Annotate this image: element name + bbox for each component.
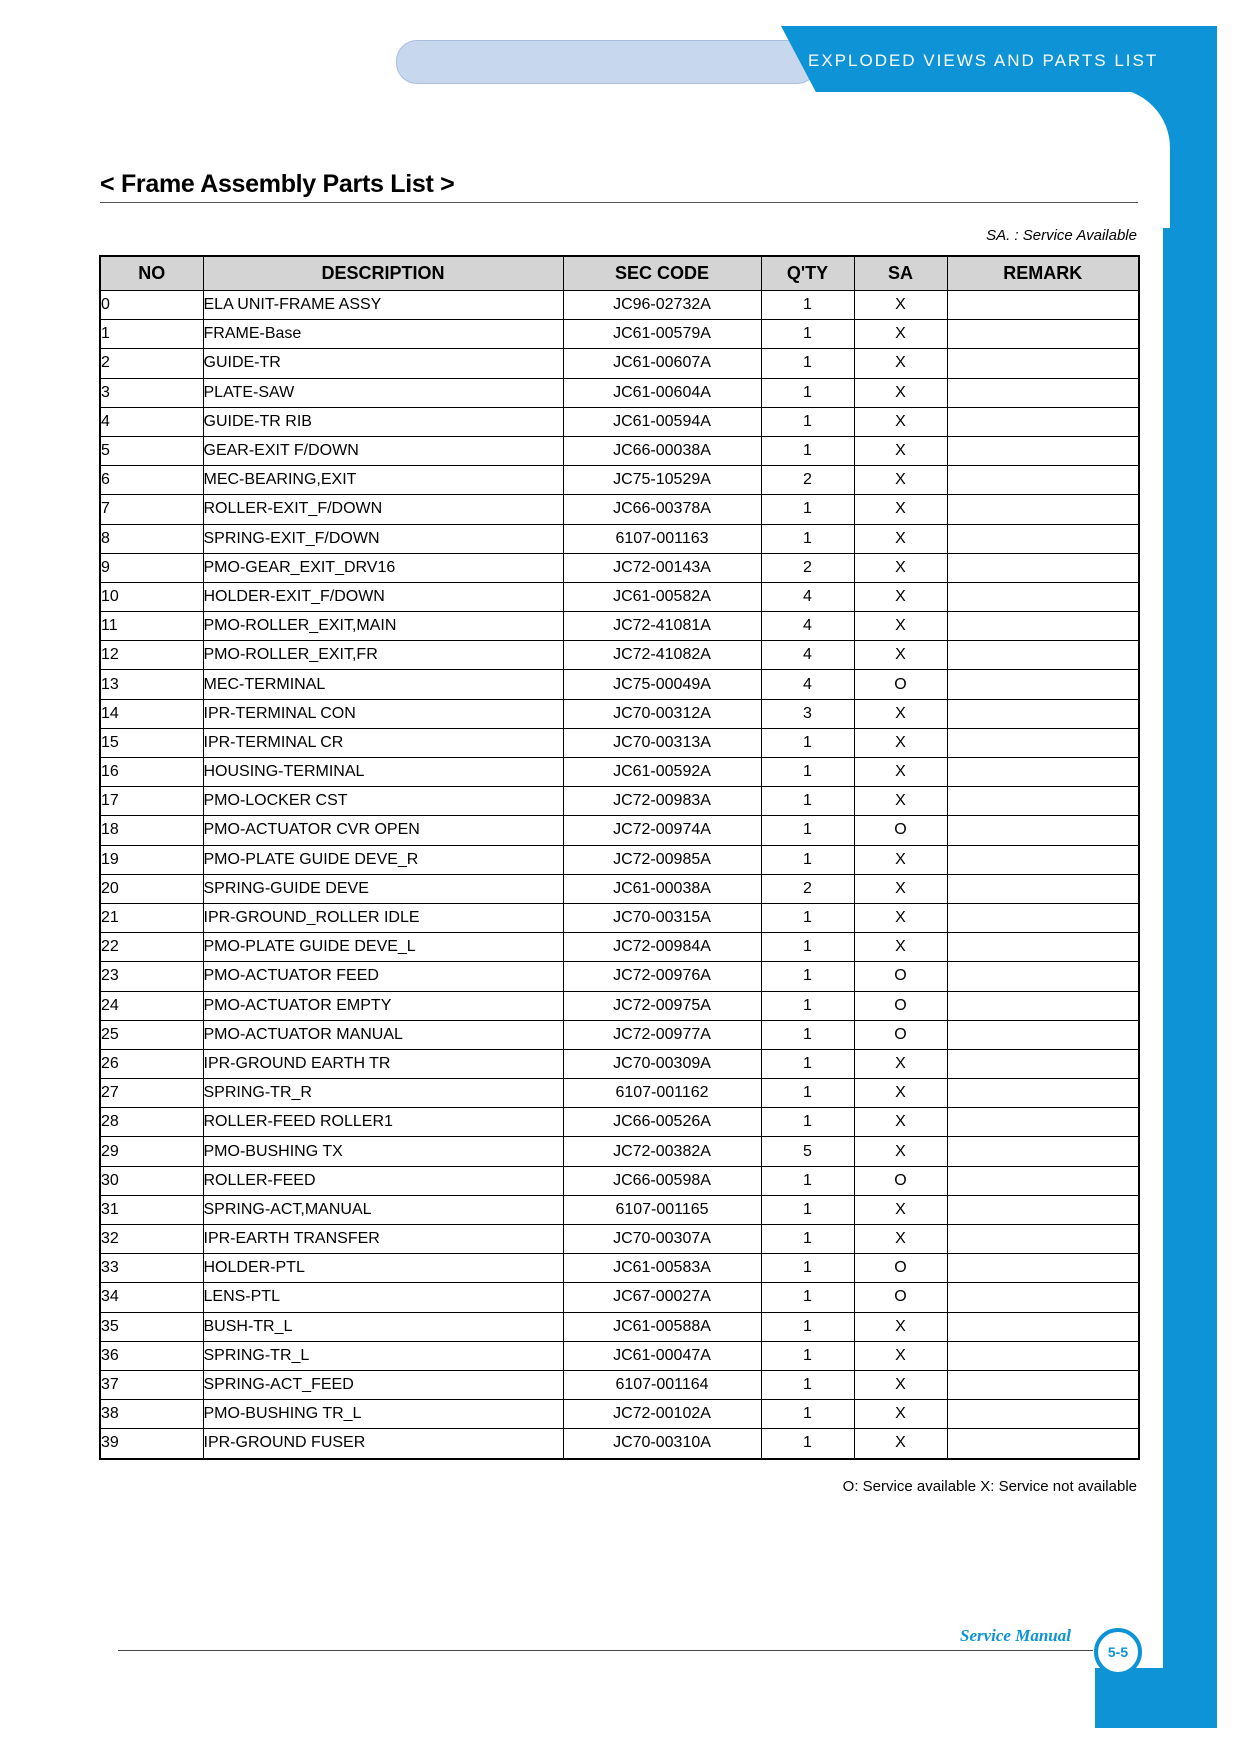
cell-sec-code: JC72-41081A [563,612,761,641]
cell-remark [947,553,1139,582]
cell-qty: 1 [761,349,854,378]
cell-sec-code: JC61-00594A [563,407,761,436]
cell-qty: 1 [761,816,854,845]
cell-qty: 1 [761,1370,854,1399]
parts-table-body [100,291,1139,1459]
cell-sec-code: JC72-00143A [563,553,761,582]
cell-description: PMO-GEAR_EXIT_DRV16 [203,553,563,582]
cell-qty: 2 [761,874,854,903]
cell-remark [947,1108,1139,1137]
cell-description: MEC-TERMINAL [203,670,563,699]
footer-divider [118,1650,1093,1651]
cell-remark [947,699,1139,728]
cell-remark [947,641,1139,670]
cell-sa: X [854,728,947,757]
cell-no: 9 [100,553,203,582]
cell-sec-code: JC67-00027A [563,1283,761,1312]
cell-description: PLATE-SAW [203,378,563,407]
cell-sa: X [854,291,947,320]
cell-remark [947,758,1139,787]
col-header-sec-code: SEC CODE [563,256,761,291]
cell-remark [947,845,1139,874]
table-row [100,612,1139,641]
cell-remark [947,1341,1139,1370]
cell-remark [947,436,1139,465]
page-title: < Frame Assembly Parts List > [100,170,455,198]
cell-description: PMO-BUSHING TX [203,1137,563,1166]
table-row [100,495,1139,524]
cell-qty: 1 [761,1429,854,1459]
cell-no: 21 [100,903,203,932]
cell-sec-code: JC61-00588A [563,1312,761,1341]
cell-remark [947,1166,1139,1195]
cell-description: PMO-BUSHING TR_L [203,1400,563,1429]
table-row [100,1400,1139,1429]
cell-description: FRAME-Base [203,320,563,349]
cell-description: PMO-PLATE GUIDE DEVE_L [203,933,563,962]
cell-sa: X [854,582,947,611]
cell-sa: X [854,758,947,787]
cell-sec-code: JC61-00592A [563,758,761,787]
cell-qty: 1 [761,436,854,465]
cell-qty: 1 [761,1195,854,1224]
cell-sa: X [854,1429,947,1459]
table-row [100,874,1139,903]
cell-remark [947,1020,1139,1049]
table-row [100,758,1139,787]
cell-sec-code: JC61-00604A [563,378,761,407]
table-row [100,1429,1139,1459]
cell-sa: X [854,1137,947,1166]
cell-no: 38 [100,1400,203,1429]
cell-sec-code: JC66-00598A [563,1166,761,1195]
cell-description: PMO-ACTUATOR CVR OPEN [203,816,563,845]
cell-no: 7 [100,495,203,524]
table-row [100,962,1139,991]
cell-sec-code: JC66-00526A [563,1108,761,1137]
cell-sa: X [854,495,947,524]
cell-description: ELA UNIT-FRAME ASSY [203,291,563,320]
cell-qty: 1 [761,962,854,991]
section-title: EXPLODED VIEWS AND PARTS LIST [808,51,1159,70]
cell-remark [947,1400,1139,1429]
cell-sec-code: JC72-00976A [563,962,761,991]
table-row [100,320,1139,349]
cell-sec-code: JC66-00038A [563,436,761,465]
cell-sec-code: JC66-00378A [563,495,761,524]
cell-description: HOUSING-TERMINAL [203,758,563,787]
table-row [100,553,1139,582]
table-row [100,641,1139,670]
cell-qty: 1 [761,1283,854,1312]
cell-sa: X [854,1400,947,1429]
cell-sa: X [854,1341,947,1370]
cell-no: 12 [100,641,203,670]
cell-sec-code: JC72-00977A [563,1020,761,1049]
cell-sa: O [854,670,947,699]
cell-sa: X [854,1312,947,1341]
cell-description: GUIDE-TR RIB [203,407,563,436]
cell-description: IPR-TERMINAL CR [203,728,563,757]
page-number-badge: 5-5 [1094,1628,1142,1676]
table-header-row [100,256,1139,291]
cell-no: 14 [100,699,203,728]
table-row [100,1195,1139,1224]
cell-sa: X [854,1225,947,1254]
table-row [100,466,1139,495]
cell-qty: 1 [761,787,854,816]
cell-sec-code: JC75-00049A [563,670,761,699]
cell-description: IPR-GROUND FUSER [203,1429,563,1459]
cell-qty: 1 [761,1108,854,1137]
cell-no: 4 [100,407,203,436]
table-row [100,436,1139,465]
header-pill [396,40,818,84]
cell-description: IPR-TERMINAL CON [203,699,563,728]
cell-sa: X [854,553,947,582]
cell-qty: 1 [761,903,854,932]
cell-remark [947,524,1139,553]
cell-description: GEAR-EXIT F/DOWN [203,436,563,465]
table-row [100,524,1139,553]
cell-qty: 1 [761,378,854,407]
parts-table [99,255,1140,1460]
side-band-corner [1030,88,1170,228]
cell-qty: 1 [761,407,854,436]
cell-description: PMO-ACTUATOR FEED [203,962,563,991]
cell-remark [947,378,1139,407]
table-row [100,378,1139,407]
cell-qty: 1 [761,1049,854,1078]
footer-label: Service Manual [960,1626,1071,1645]
table-row [100,787,1139,816]
cell-no: 33 [100,1254,203,1283]
table-row [100,1108,1139,1137]
table-row [100,1225,1139,1254]
cell-qty: 1 [761,1020,854,1049]
cell-sa: O [854,1166,947,1195]
table-row [100,1166,1139,1195]
cell-description: PMO-LOCKER CST [203,787,563,816]
cell-no: 13 [100,670,203,699]
cell-description: PMO-ACTUATOR EMPTY [203,991,563,1020]
cell-sa: X [854,407,947,436]
table-row [100,1137,1139,1166]
cell-remark [947,670,1139,699]
cell-sa: X [854,378,947,407]
cell-description: SPRING-GUIDE DEVE [203,874,563,903]
cell-description: IPR-EARTH TRANSFER [203,1225,563,1254]
cell-qty: 4 [761,582,854,611]
table-row [100,699,1139,728]
cell-sa: X [854,612,947,641]
cell-sec-code: JC72-00974A [563,816,761,845]
cell-sec-code: 6107-001163 [563,524,761,553]
table-row [100,582,1139,611]
table-row [100,728,1139,757]
cell-no: 16 [100,758,203,787]
cell-no: 23 [100,962,203,991]
cell-sec-code: 6107-001165 [563,1195,761,1224]
cell-no: 17 [100,787,203,816]
cell-qty: 1 [761,495,854,524]
cell-no: 34 [100,1283,203,1312]
cell-remark [947,320,1139,349]
cell-remark [947,1079,1139,1108]
cell-description: IPR-GROUND_ROLLER IDLE [203,903,563,932]
cell-remark [947,1283,1139,1312]
cell-description: SPRING-TR_R [203,1079,563,1108]
cell-remark [947,612,1139,641]
table-row [100,1283,1139,1312]
table-row [100,1079,1139,1108]
cell-description: PMO-ACTUATOR MANUAL [203,1020,563,1049]
cell-no: 35 [100,1312,203,1341]
table-row [100,1020,1139,1049]
cell-description: ROLLER-FEED [203,1166,563,1195]
cell-no: 32 [100,1225,203,1254]
cell-sec-code: JC70-00315A [563,903,761,932]
cell-no: 0 [100,291,203,320]
cell-remark [947,903,1139,932]
cell-sa: O [854,991,947,1020]
cell-sa: O [854,962,947,991]
table-row [100,933,1139,962]
cell-description: PMO-ROLLER_EXIT,FR [203,641,563,670]
cell-remark [947,991,1139,1020]
cell-qty: 1 [761,1341,854,1370]
col-header-no: NO [100,256,203,291]
cell-sec-code: JC96-02732A [563,291,761,320]
cell-sec-code: JC72-41082A [563,641,761,670]
cell-description: SPRING-EXIT_F/DOWN [203,524,563,553]
table-row [100,1312,1139,1341]
cell-qty: 1 [761,991,854,1020]
cell-sa: X [854,320,947,349]
cell-sa: O [854,1283,947,1312]
cell-sa: X [854,845,947,874]
table-row [100,1341,1139,1370]
cell-sa: X [854,466,947,495]
cell-sec-code: JC72-00984A [563,933,761,962]
cell-no: 8 [100,524,203,553]
cell-no: 1 [100,320,203,349]
col-header-sa: SA [854,256,947,291]
cell-remark [947,466,1139,495]
cell-sa: X [854,787,947,816]
cell-remark [947,728,1139,757]
cell-remark [947,1370,1139,1399]
cell-sa: X [854,933,947,962]
cell-remark [947,962,1139,991]
cell-sec-code: JC61-00047A [563,1341,761,1370]
cell-no: 28 [100,1108,203,1137]
sa-note: SA. : Service Available [986,227,1137,244]
cell-description: ROLLER-EXIT_F/DOWN [203,495,563,524]
cell-no: 39 [100,1429,203,1459]
cell-sec-code: JC61-00579A [563,320,761,349]
table-row [100,1254,1139,1283]
cell-sa: X [854,1195,947,1224]
cell-description: HOLDER-PTL [203,1254,563,1283]
cell-sa: O [854,1254,947,1283]
cell-no: 20 [100,874,203,903]
cell-sa: X [854,1370,947,1399]
cell-qty: 1 [761,728,854,757]
cell-sec-code: JC61-00583A [563,1254,761,1283]
cell-sec-code: JC61-00607A [563,349,761,378]
cell-sa: X [854,641,947,670]
cell-sa: X [854,524,947,553]
col-header-qty: Q'TY [761,256,854,291]
cell-qty: 1 [761,1079,854,1108]
cell-sa: X [854,349,947,378]
cell-remark [947,582,1139,611]
cell-qty: 1 [761,1166,854,1195]
cell-sa: X [854,1049,947,1078]
cell-remark [947,1429,1139,1459]
table-row [100,407,1139,436]
cell-qty: 1 [761,1400,854,1429]
cell-sec-code: JC70-00309A [563,1049,761,1078]
cell-qty: 4 [761,612,854,641]
cell-sec-code: JC70-00310A [563,1429,761,1459]
cell-no: 25 [100,1020,203,1049]
cell-description: ROLLER-FEED ROLLER1 [203,1108,563,1137]
cell-no: 37 [100,1370,203,1399]
cell-sa: X [854,1108,947,1137]
cell-description: HOLDER-EXIT_F/DOWN [203,582,563,611]
table-row [100,291,1139,320]
cell-sec-code: JC70-00313A [563,728,761,757]
cell-description: BUSH-TR_L [203,1312,563,1341]
table-row [100,991,1139,1020]
cell-no: 30 [100,1166,203,1195]
cell-remark [947,495,1139,524]
cell-remark [947,407,1139,436]
cell-qty: 1 [761,1225,854,1254]
table-row [100,1370,1139,1399]
cell-sa: X [854,699,947,728]
cell-sa: X [854,903,947,932]
cell-no: 3 [100,378,203,407]
table-row [100,349,1139,378]
cell-no: 18 [100,816,203,845]
cell-qty: 1 [761,933,854,962]
cell-no: 22 [100,933,203,962]
cell-no: 11 [100,612,203,641]
cell-qty: 1 [761,320,854,349]
cell-description: SPRING-ACT,MANUAL [203,1195,563,1224]
cell-qty: 4 [761,670,854,699]
cell-sa: X [854,436,947,465]
cell-remark [947,874,1139,903]
cell-no: 27 [100,1079,203,1108]
cell-remark [947,787,1139,816]
cell-description: IPR-GROUND EARTH TR [203,1049,563,1078]
cell-remark [947,1195,1139,1224]
table-row [100,670,1139,699]
cell-description: PMO-ROLLER_EXIT,MAIN [203,612,563,641]
sa-legend: O: Service available X: Service not available [842,1478,1137,1495]
cell-sec-code: JC61-00582A [563,582,761,611]
cell-sec-code: JC72-00983A [563,787,761,816]
cell-qty: 1 [761,291,854,320]
cell-description: MEC-BEARING,EXIT [203,466,563,495]
cell-remark [947,291,1139,320]
cell-qty: 1 [761,1254,854,1283]
cell-no: 24 [100,991,203,1020]
table-row [100,903,1139,932]
cell-remark [947,349,1139,378]
cell-sa: O [854,816,947,845]
col-header-description: DESCRIPTION [203,256,563,291]
cell-sec-code: JC72-00975A [563,991,761,1020]
cell-no: 26 [100,1049,203,1078]
table-row [100,845,1139,874]
cell-qty: 2 [761,466,854,495]
cell-description: GUIDE-TR [203,349,563,378]
cell-sa: X [854,1079,947,1108]
cell-description: SPRING-TR_L [203,1341,563,1370]
cell-qty: 1 [761,1312,854,1341]
col-header-remark: REMARK [947,256,1139,291]
cell-sec-code: JC72-00985A [563,845,761,874]
cell-qty: 1 [761,524,854,553]
cell-remark [947,816,1139,845]
cell-qty: 5 [761,1137,854,1166]
cell-no: 2 [100,349,203,378]
cell-no: 36 [100,1341,203,1370]
cell-qty: 4 [761,641,854,670]
cell-sa: O [854,1020,947,1049]
cell-no: 31 [100,1195,203,1224]
cell-remark [947,1137,1139,1166]
cell-qty: 2 [761,553,854,582]
cell-no: 19 [100,845,203,874]
cell-description: LENS-PTL [203,1283,563,1312]
cell-no: 5 [100,436,203,465]
table-row [100,816,1139,845]
cell-remark [947,933,1139,962]
cell-sec-code: JC72-00102A [563,1400,761,1429]
cell-sec-code: JC70-00312A [563,699,761,728]
cell-sa: X [854,874,947,903]
cell-sec-code: 6107-001164 [563,1370,761,1399]
cell-description: SPRING-ACT_FEED [203,1370,563,1399]
cell-no: 10 [100,582,203,611]
cell-qty: 1 [761,845,854,874]
cell-qty: 3 [761,699,854,728]
cell-no: 6 [100,466,203,495]
cell-no: 15 [100,728,203,757]
cell-sec-code: JC72-00382A [563,1137,761,1166]
cell-qty: 1 [761,758,854,787]
cell-remark [947,1049,1139,1078]
cell-description: PMO-PLATE GUIDE DEVE_R [203,845,563,874]
cell-sec-code: JC70-00307A [563,1225,761,1254]
cell-sec-code: JC61-00038A [563,874,761,903]
cell-remark [947,1254,1139,1283]
cell-remark [947,1225,1139,1254]
cell-sec-code: JC75-10529A [563,466,761,495]
title-divider [100,202,1138,203]
cell-no: 29 [100,1137,203,1166]
table-row [100,1049,1139,1078]
cell-remark [947,1312,1139,1341]
cell-sec-code: 6107-001162 [563,1079,761,1108]
